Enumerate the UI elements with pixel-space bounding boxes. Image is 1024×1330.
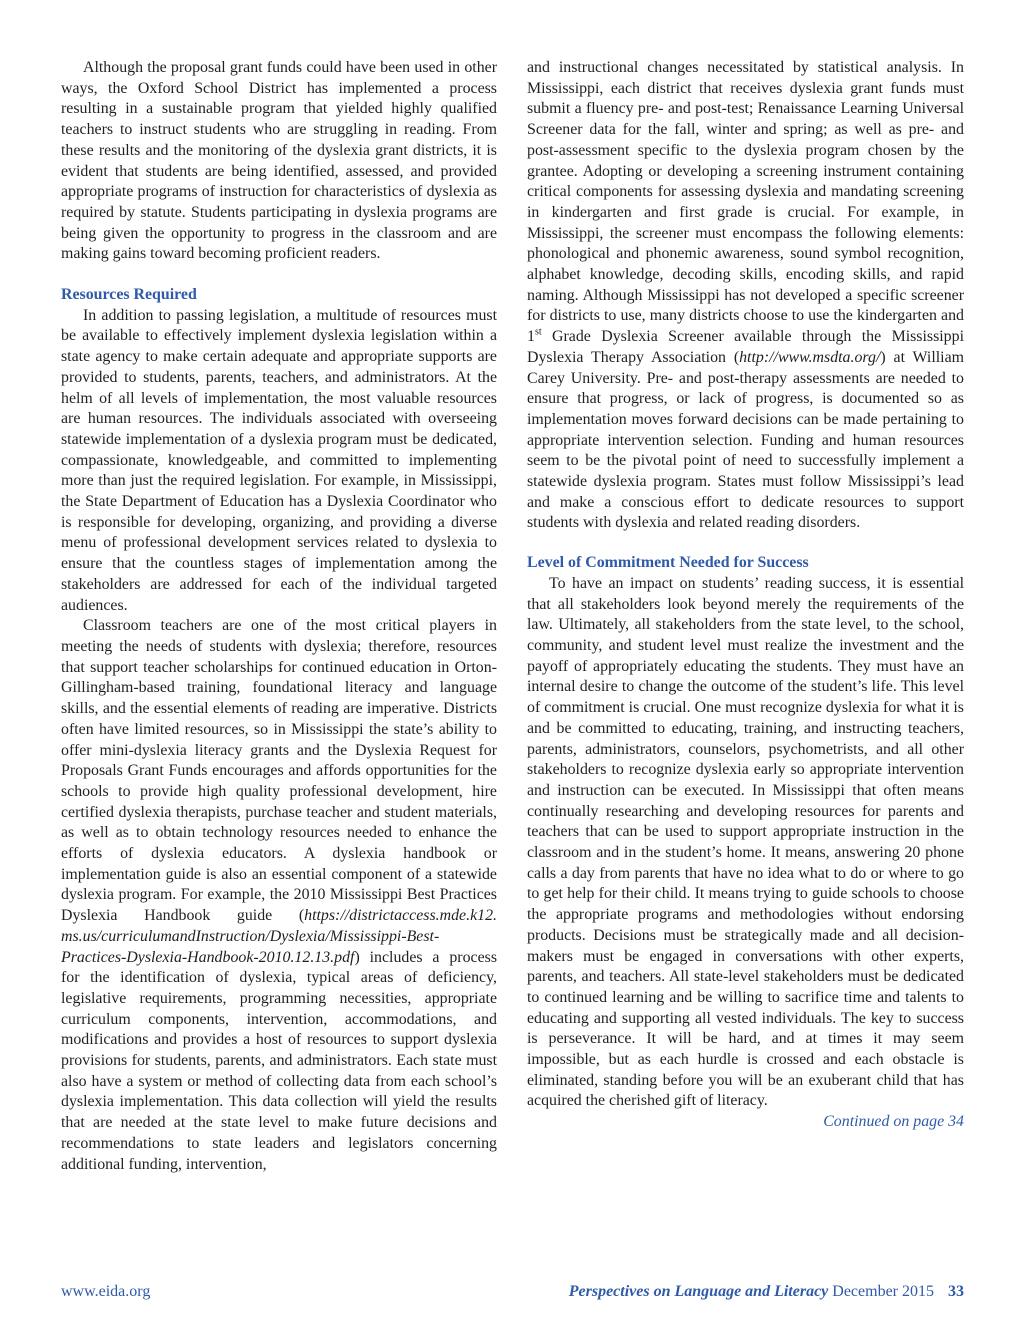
paragraph-text: ) includes a process for the identification of dyslexia, typical areas of deficiency, legislative requirements, programming necessities, appropriate curriculum components, intervention, accommodations, and modifications and provides a host of resources to support dyslexia provisions for students, parents, and administrators. Each state must also have a system or method of collecting data from each school’s dyslexia implementation. This data collection will yield the results that are needed at the state level to make future decisions and recommendations to state leaders and legislators concerning additional funding, intervention, [61,948,497,1173]
paragraph-oxford-results: Although the proposal grant funds could have been used in other ways, the Oxford School District has implemented a process resulting in a sustainable program that yielded highly qualified teachers to instruct students who are struggling in reading. From these results and the monitoring of the dyslexia grant districts, it is evident that students are being identified, assessed, and provided appropriate programs of instruction for characteristics of dyslexia as required by statute. Students participating in dyslexia programs are being given the opportunity to progress in the classroom and are making gains toward becoming proficient readers. [61,59,497,263]
footer-url-link[interactable]: www.eida.org [61,1283,151,1300]
paragraph-text: Grade Dyslexia Screener available through the Mississippi Dyslexia Therapy Association ( [527,328,964,366]
footer-publication [569,1281,964,1303]
msdta-link[interactable]: http://www.​msdta.org/ [739,348,881,366]
ordinal-superscript: st [534,326,542,338]
right-column [527,58,964,1133]
paragraph-classroom-teachers [61,616,497,1175]
paragraph-text: and instructional changes necessitated by statistical analysis. In Mississippi, each district that receives dyslexia grant funds must submit a fluency pre- and post-test; Renaissance Learning Universal Screener data for the fall, winter and spring; as well as pre- and post-assessment specific to the dyslexia program chosen by the grantee. Adopting or developing a screening instrument containing critical components for assessing dyslexia and mandating screening in kindergarten and first grade is crucial. For example, in Mississippi, the screener must encompass the following elements: phonological and phonemic awareness, sound symbol recognition, alphabet knowledge, decoding skills, encoding skills, and rapid naming. Although Mississippi has not developed a specific screener for districts to use, many districts choose to use the kindergarten and 1 [527,59,964,346]
journal-title: Perspectives on Language and Literacy [568,1283,829,1300]
continued-on-page: Continued on page 34 [823,1113,964,1131]
paragraph-text: Classroom teachers are one of the most critical players in meeting the needs of students with dyslexia; therefore, resources that support teacher scholarships for continued education in Orton-Gillingham-based training, foundational literacy and language skills, and the essential elements of reading are imperative. Districts often have limited resources, so in Mississippi the state’s ability to offer mini-dyslexia literacy grants and the Dyslexia Request for Proposals Grant Funds encourages and affords opportunities for the schools to provide high quality professional development, hire certified dyslexia therapists, purchase teacher and student materials, as well as to obtain technology resources needed to enhance the efforts of dyslexia educators. A dyslexia handbook or implementation guide is also an essential component of a statewide dyslexia program. For example, the 2010 Mississippi Best Practices Dyslexia Handbook guide ( [61,617,497,925]
heading-resources-required: Resources Required [61,286,197,304]
paragraph-human-resources: In addition to passing legislation, a multitude of resources must be available to effectively implement dyslexia legislation within a state agency to make certain adequate and appropriate supports are provided to students, parents, teachers, and administrators. At the helm of all levels of implementation, the most valuable resources are human resources. The individuals associated with overseeing statewide implementation of a dyslexia program must be dedicated, compassionate, knowledgeable, and committed to implementing more than just the required legislation. For example, in Mississippi, the State Department of Education has a Dyslexia Coordinator who is responsible for developing, organizing, and providing a diverse menu of professional development services related to dyslexia to ensure that the countless stages of implementation among the stakeholders are addressed for each of the individual targeted audiences. [61,306,497,614]
paragraph-commitment: To have an impact on students’ reading success, it is essential that all stakeholders look beyond merely the requirements of the law. Ultimately, all stakeholders from the state level, to the school, community, and student level must realize the investment and the payoff of appropriately educating the students. They must have an internal desire to change the outcome of the student’s life. This level of commitment is crucial. One must recognize dyslexia for what it is and be committed to educating, training, and instructing teachers, parents, administrators, counselors, psychometrists, and all other stakeholders to recognize dyslexia early so appropriate intervention and instruction can be executed. In Mississippi that often means continually researching and developing resources for parents and teachers that can be used to support appropriate instruction in the classroom and in the student’s home. It means, answering 20 phone calls a day from parents that have no idea what to do or where to go to get help for their child. It means trying to guide schools to choose the appropriate programs and methodologies without endorsing products. Decisions must be strategically made and all decision-makers must be engaged in conversations with other experts, parents, and teachers. All state-level stakeholders must be dedicated to continued learning and be willing to sacrifice time and talents to educating and supporting all vested individuals. The key to success is perseverance. It will be hard, and at times it may seem impossible, but as each hurdle is crossed and each obstacle is eliminated, standing before you will be an exuberant child that has acquired the cherished gift of literacy. [527,574,964,1110]
heading-level-of-commitment: Level of Commitment Needed for Success [527,554,809,572]
page-number: 33 [948,1283,964,1300]
handbook-link[interactable]: https://districtaccess.mde.k12.​ms.us/curriculumandInstruction/Dyslexia/Mississippi-Best-​Practices-Dyslexia-Handbook-2010.12.13.pdf [61,907,497,966]
paragraph-screening [527,58,964,534]
issue-date: December 2015 [832,1283,934,1300]
paragraph-text: ) at William Carey University. Pre- and post-therapy assessments are needed to ensure that progress, or lack of progress, is documented so as implementation moves forward decisions can be made pertaining to appropriate intervention selection. Funding and human resources seem to be the pivotal point of need to successfully implement a statewide dyslexia program. States must follow Mississippi’s lead and make a conscious effort to dedicate resources to support students with dyslexia and related reading disorders. [527,348,964,532]
left-column [61,58,497,1175]
page-footer [61,1281,964,1303]
